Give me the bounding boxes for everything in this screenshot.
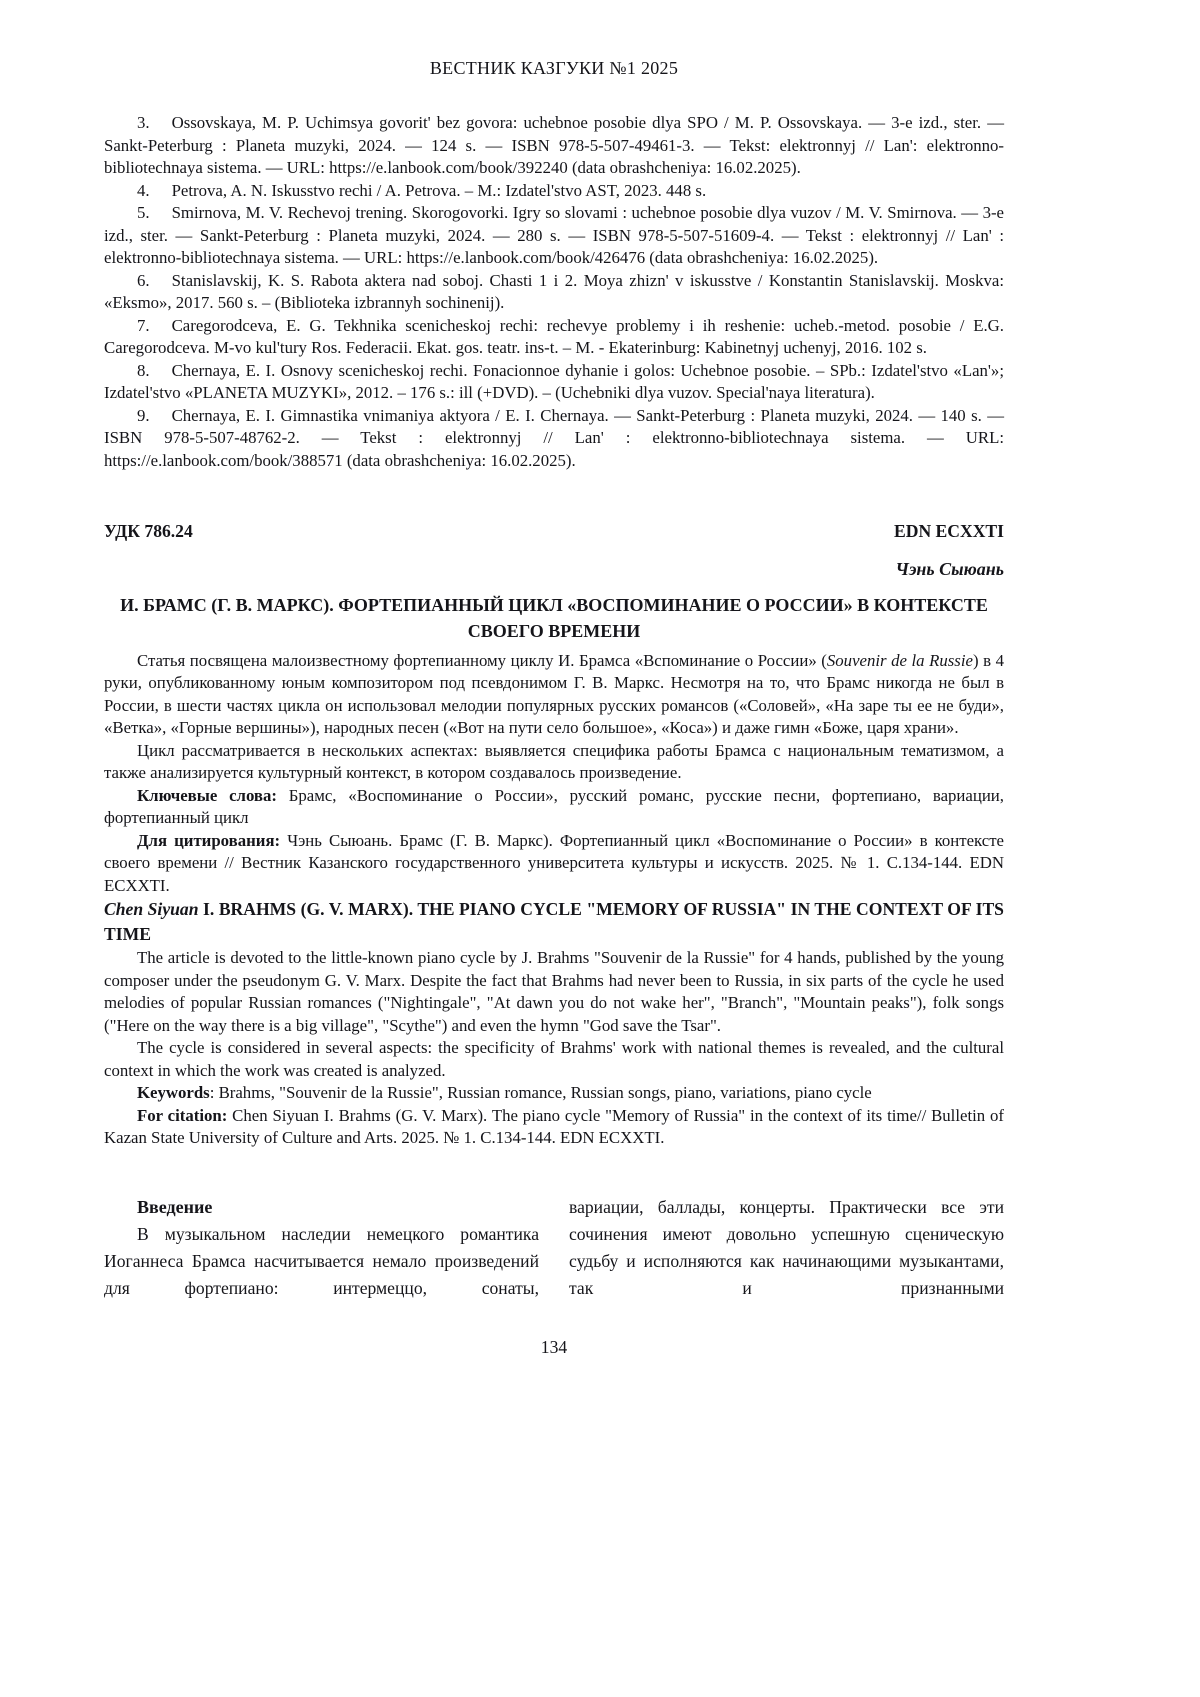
citation-ru-text: Чэнь Сыюань. Брамс (Г. В. Маркс). Фортепианный цикл «Воспоминание о России» в контексте своего времени // Вестник Казанского государственного университета культуры и искусств. 2025. № 1. С.134-144. EDN ECXXTI. bbox=[104, 830, 1004, 895]
citation-ru-label: Для цитирования: bbox=[137, 830, 281, 850]
abstract-en-p2: The cycle is considered in several aspects: the specificity of Brahms' work with national themes is revealed, and the cultural context in which the work was created is analyzed. bbox=[104, 1038, 1004, 1080]
reference-text: Ossovskaya, M. P. Uchimsya govorit' bez govora: uchebnoe posobie dlya SPO / M. P. Ossovskaya. — 3-e izd., ster. — Sankt-Peterburg : Planeta muzyki, 2024. — 124 s. — ISBN 978-5-507-49461-3. — Tekst: elektronnyj // Lan': elektronno-bibliotechnaya sistema. — URL: https://e.lanbook.com/book/392240 (data obrashcheniya: 16.02.2025). bbox=[104, 113, 1004, 177]
abstract-ru-p1-pre: Статья посвящена малоизвестному фортепианному циклу И. Брамса «Вспоминание о России» ( bbox=[137, 650, 827, 670]
article-title-ru: И. БРАМС (Г. В. МАРКС). ФОРТЕПИАННЫЙ ЦИКЛ «ВОСПОМИНАНИЕ О РОССИИ» В КОНТЕКСТЕ СВОЕГО ВРЕМЕНИ bbox=[120, 594, 988, 641]
reference-item bbox=[104, 315, 1004, 360]
citation-en bbox=[104, 1105, 1004, 1150]
reference-item bbox=[104, 360, 1004, 405]
reference-number: 5. bbox=[137, 203, 150, 222]
article-meta-row bbox=[104, 520, 1004, 543]
page-number: 134 bbox=[540, 1336, 568, 1357]
reference-text: Chernaya, E. I. Gimnastika vnimaniya aktyora / E. I. Chernaya. — Sankt-Peterburg : Planeta muzyki, 2024. — 140 s. — ISBN 978-5-507-48762-2. — Tekst : elektronnyj // Lan' : elektronno-bibliotechnaya sistema. — URL: https://e.lanbook.com/book/388571 (data obrashcheniya: 16.02.2025). bbox=[104, 405, 1004, 470]
keywords-ru bbox=[104, 785, 1004, 830]
citation-ru bbox=[104, 830, 1004, 898]
introduction-section bbox=[104, 1194, 1004, 1302]
reference-number: 8. bbox=[137, 360, 150, 380]
intro-column-left bbox=[104, 1194, 539, 1302]
reference-number: 6. bbox=[137, 270, 150, 290]
journal-header: ВЕСТНИК КАЗГУКИ №1 2025 bbox=[429, 58, 679, 78]
edn-code: EDN ECXXTI bbox=[894, 521, 1004, 541]
reference-number: 9. bbox=[137, 405, 150, 425]
reference-text: Petrova, A. N. Iskusstvo rechi / A. Petrova. – M.: Izdatel'stvo AST, 2023. 448 s. bbox=[171, 180, 707, 200]
reference-number: 4. bbox=[137, 180, 150, 200]
reference-text: Caregorodceva, E. G. Tekhnika scenicheskoj rechi: rechevye problemy i ih reshenie: ucheb.-metod. posobie / E.G. Caregorodceva. M-vo kul'tury Ros. Federacii. Ekat. gos. teatr. ins-t. – M. - Ekaterinburg: Kabinetnyj uchenyj, 2016. 102 s. bbox=[104, 315, 1004, 357]
reference-item bbox=[104, 112, 1004, 180]
keywords-ru-text: Брамс, «Воспоминание о России», русский романс, русские песни, фортепиано, вариации, фортепианный цикл bbox=[104, 785, 1004, 827]
author-name-ru: Чэнь Сыюань bbox=[895, 558, 1004, 579]
reference-item bbox=[104, 180, 1004, 203]
reference-text: Smirnova, M. V. Rechevoj trening. Skorogovorki. Igry so slovami : uchebnoe posobie dlya vuzov / M. V. Smirnova. — 3-e izd., ster. — Sankt-Peterburg : Planeta muzyki, 2024. — 280 s. — ISBN 978-5-507-51609-4. — Tekst : elektronnyj // Lan' : elektronno-bibliotechnaya sistema. — URL: https://e.lanbook.com/book/426476 (data obrashcheniya: 16.02.2025). bbox=[104, 203, 1004, 267]
keywords-en-text: : Brahms, "Souvenir de la Russie", Russian romance, Russian songs, piano, variations, piano cycle bbox=[209, 1083, 872, 1102]
abstract-ru-p1-post: ) в 4 руки, опубликованному юным композитором под псевдонимом Г. В. Маркс. Несмотря на то, что Брамс никогда не был в России, в шести частях цикла он использовал мелодии популярных русских романсов («Соловей», «На заре ты ее не буди», «Ветка», «Горные вершины»), народных песен («Вот на пути село большое», «Коса») и даже гимн «Боже, царя храни». bbox=[104, 650, 1004, 737]
abstract-ru-p1 bbox=[104, 650, 1004, 740]
article-title-en bbox=[104, 897, 1004, 947]
keywords-en-label: Keywords bbox=[137, 1083, 210, 1102]
reference-item bbox=[104, 405, 1004, 473]
article-title-en-text: I. BRAHMS (G. V. MARX). THE PIANO CYCLE "MEMORY OF RUSSIA" IN THE CONTEXT OF ITS TIME bbox=[104, 899, 1004, 944]
abstract-en-p1: The article is devoted to the little-known piano cycle by J. Brahms "Souvenir de la Russie" for 4 hands, published by the young composer under the pseudonym G. V. Marx. Despite the fact that Brahms had never been to Russia, in six parts of the cycle he used melodies of popular Russian romances ("Nightingale", "At dawn you do not wake her", "Branch", "Mountain peaks"), folk songs ("Here on the way there is a big village", "Scythe") and even the hymn "God save the Tsar". bbox=[104, 948, 1004, 1035]
reference-number: 3. bbox=[137, 113, 150, 132]
introduction-heading: Введение bbox=[137, 1196, 213, 1217]
udk-code: УДК 786.24 bbox=[104, 521, 193, 541]
reference-text: Chernaya, E. I. Osnovy scenicheskoj rechi. Fonacionnoe dyhanie i golos: Uchebnoe posobie. – SPb.: Izdatel'stvo «Lan'»; Izdatel'stvo «PLANETA MUZYKI», 2012. – 176 s.: ill (+DVD). – (Uchebniki dlya vuzov. Special'naya literatura). bbox=[104, 360, 1004, 402]
reference-number: 7. bbox=[137, 315, 150, 335]
intro-paragraph-right: вариации, баллады, концерты. Практически все эти сочинения имеют довольно успешную сценическую судьбу и исполняются как начинающими музыкантами, так и признанными bbox=[569, 1196, 1004, 1298]
reference-item bbox=[104, 202, 1004, 270]
reference-item bbox=[104, 270, 1004, 315]
author-name-en: Chen Siyuan bbox=[104, 899, 199, 919]
abstract-ru-p2: Цикл рассматривается в нескольких аспектах: выявляется специфика работы Брамса с национальным тематизмом, а также анализируется культурный контекст, в котором создавалось произведение. bbox=[104, 740, 1004, 782]
intro-paragraph-left: В музыкальном наследии немецкого романтика Иоганнеса Брамса насчитывается немало произведений для фортепиано: интермеццо, сонаты, bbox=[104, 1223, 539, 1298]
references-list bbox=[104, 112, 1004, 472]
abstract-ru-p1-italic: Souvenir de la Russie bbox=[826, 650, 973, 670]
citation-en-text: Chen Siyuan I. Brahms (G. V. Marx). The piano cycle "Memory of Russia" in the context of its time// Bulletin of Kazan State University of Culture and Arts. 2025. № 1. C.134-144. EDN ECXXTI. bbox=[104, 1105, 1005, 1147]
keywords-en bbox=[104, 1082, 1004, 1105]
intro-column-right bbox=[569, 1194, 1004, 1302]
keywords-ru-label: Ключевые слова: bbox=[137, 785, 277, 805]
reference-text: Stanislavskij, K. S. Rabota aktera nad soboj. Chasti 1 i 2. Moya zhizn' v iskusstve / Konstantin Stanislavskij. Moskva: «Eksmo», 2017. 560 s. – (Biblioteka izbrannyh sochinenij). bbox=[104, 270, 1004, 312]
citation-en-label: For citation: bbox=[137, 1105, 228, 1125]
